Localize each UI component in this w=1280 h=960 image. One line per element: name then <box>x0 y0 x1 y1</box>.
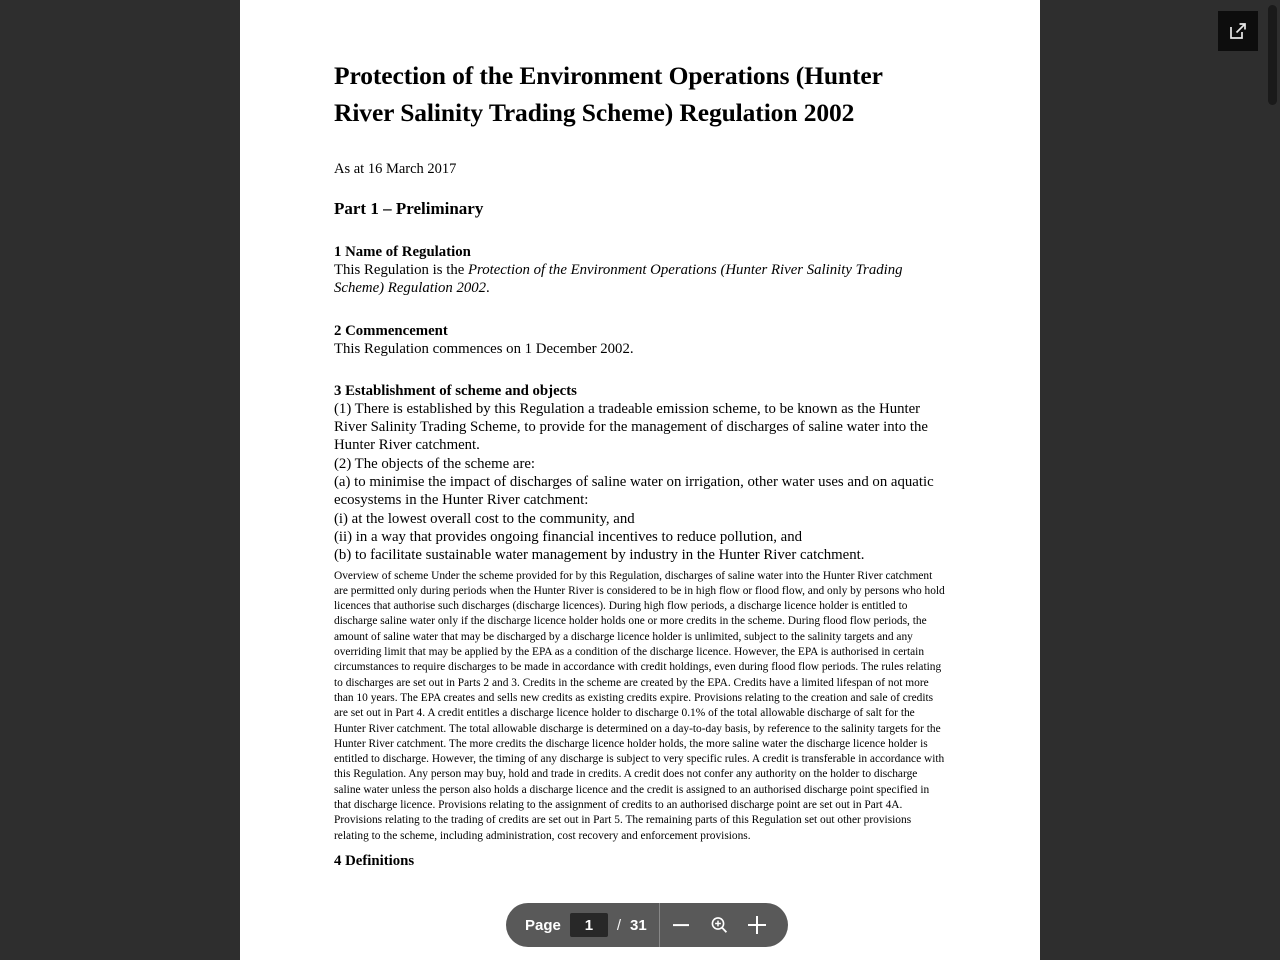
page-separator: / <box>616 916 622 934</box>
zoom-in-button[interactable] <box>738 906 776 944</box>
pdf-toolbar <box>506 903 788 947</box>
vertical-scrollbar-thumb[interactable] <box>1268 5 1277 105</box>
vertical-scrollbar-track[interactable] <box>1265 0 1280 960</box>
section-3-subsection-2: (2) The objects of the scheme are: <box>334 455 536 472</box>
page-title: Protection of the Environment Operations (Hunter River Salinity Trading Scheme) Regulation 2002 <box>334 61 883 127</box>
total-pages-label: 31 <box>630 916 647 934</box>
minus-icon <box>670 914 692 936</box>
section-body-2: This Regulation commences on 1 December 2002. <box>334 340 634 357</box>
toolbar-divider <box>659 903 660 947</box>
section-heading-2: 2 Commencement <box>334 322 448 339</box>
pdf-page-canvas[interactable] <box>240 0 1040 960</box>
section-3-item-a-ii: (ii) in a way that provides ongoing financial incentives to reduce pollution, and <box>334 528 803 545</box>
part-heading: Part 1 – Preliminary <box>334 199 484 218</box>
section-3-item-a: (a) to minimise the impact of discharges of saline water on irrigation, other water uses and on aquatic ecosystems in the Hunter River catchment: <box>334 474 934 509</box>
section-1-text-before: This Regulation is the <box>334 262 468 278</box>
section-heading-1: 1 Name of Regulation <box>334 244 471 260</box>
document-text-layer <box>334 58 946 870</box>
page-number-input[interactable] <box>570 913 608 937</box>
section-3-subsection-1: (1) There is established by this Regulation a tradeable emission scheme, to be known as the Hunter River Salinity Trading Scheme, to provide for the management of discharges of saline water into the Hunter River catchment. <box>334 400 928 454</box>
section-3-item-a-i: (i) at the lowest overall cost to the community, and <box>334 510 635 527</box>
open-in-new-window-button[interactable] <box>1218 11 1258 51</box>
as-at-date: As at 16 March 2017 <box>334 161 457 177</box>
section-heading-4-partial: 4 Definitions <box>334 852 415 869</box>
section-3-item-b: (b) to facilitate sustainable water management by industry in the Hunter River catchment. <box>334 547 865 564</box>
section-heading-3: 3 Establishment of scheme and objects <box>334 382 577 399</box>
section-1-text-italic: Protection of the Environment Operations (Hunter River Salinity Trading Scheme) Regulation 2002 <box>334 262 903 297</box>
plus-icon <box>745 913 769 937</box>
zoom-reset-button[interactable] <box>700 906 738 944</box>
section-1-text-after: . <box>486 280 490 297</box>
section-body-1 <box>334 261 946 298</box>
overview-of-scheme-paragraph: Overview of scheme Under the scheme provided for by this Regulation, discharges of saline water into the Hunter River catchment are permitted only during periods when the Hunter River is considered to be in high flow or flood flow, and only by persons who hold licences that authorise such discharges (discharge licences). During high flow periods, a discharge licence holder is entitled to discharge saline water only if the discharge licence holder holds one or more credits in the scheme. During flood flow periods, the amount of saline water that may be discharged by a discharge licence holder is unlimited, subject to the salinity targets and any overriding limit that may be applied by the EPA as a condition of the discharge licence. However, the EPA is authorised in certain circumstances to require discharges to be made in accordance with credit holdings, even during flood flow periods. The rules relating to discharges are set out in Parts 2 and 3. Credits in the scheme are created by the EPA. Credits have a limited lifespan of not more than 10 years. The EPA creates and sells new credits as existing credits expire. Provisions relating to the creation and sale of credits are set out in Part 4. A credit entitles a discharge licence holder to discharge 0.1% of the total allowable discharge of salt for the Hunter River catchment. The total allowable discharge is determined on a day-to-day basis, by reference to the salinity targets for the Hunter River catchment. The more credits the discharge licence holder holds, the more saline water the discharge licence holder is entitled to discharge. However, the timing of any discharge is subject to very specific rules. A credit is transferable in accordance with this Regulation. Any person may buy, hold and trade in credits. A credit does not confer any authority on the holder to discharge saline water unless the person also holds a discharge licence and the credit is assigned to an authorised discharge point specified in that discharge licence. Provisions relating to the assignment of credits to an authorised discharge point are set out in Part 4A. Provisions relating to the trading of credits are set out in Part 5. The remaining parts of this Regulation set out other provisions relating to the scheme, including administration, cost recovery and enforcement provisions. <box>334 569 945 842</box>
page-label: Page <box>525 916 561 934</box>
zoom-out-button[interactable] <box>662 906 700 944</box>
magnifier-plus-icon <box>708 914 730 936</box>
open-in-new-window-icon <box>1227 20 1249 42</box>
